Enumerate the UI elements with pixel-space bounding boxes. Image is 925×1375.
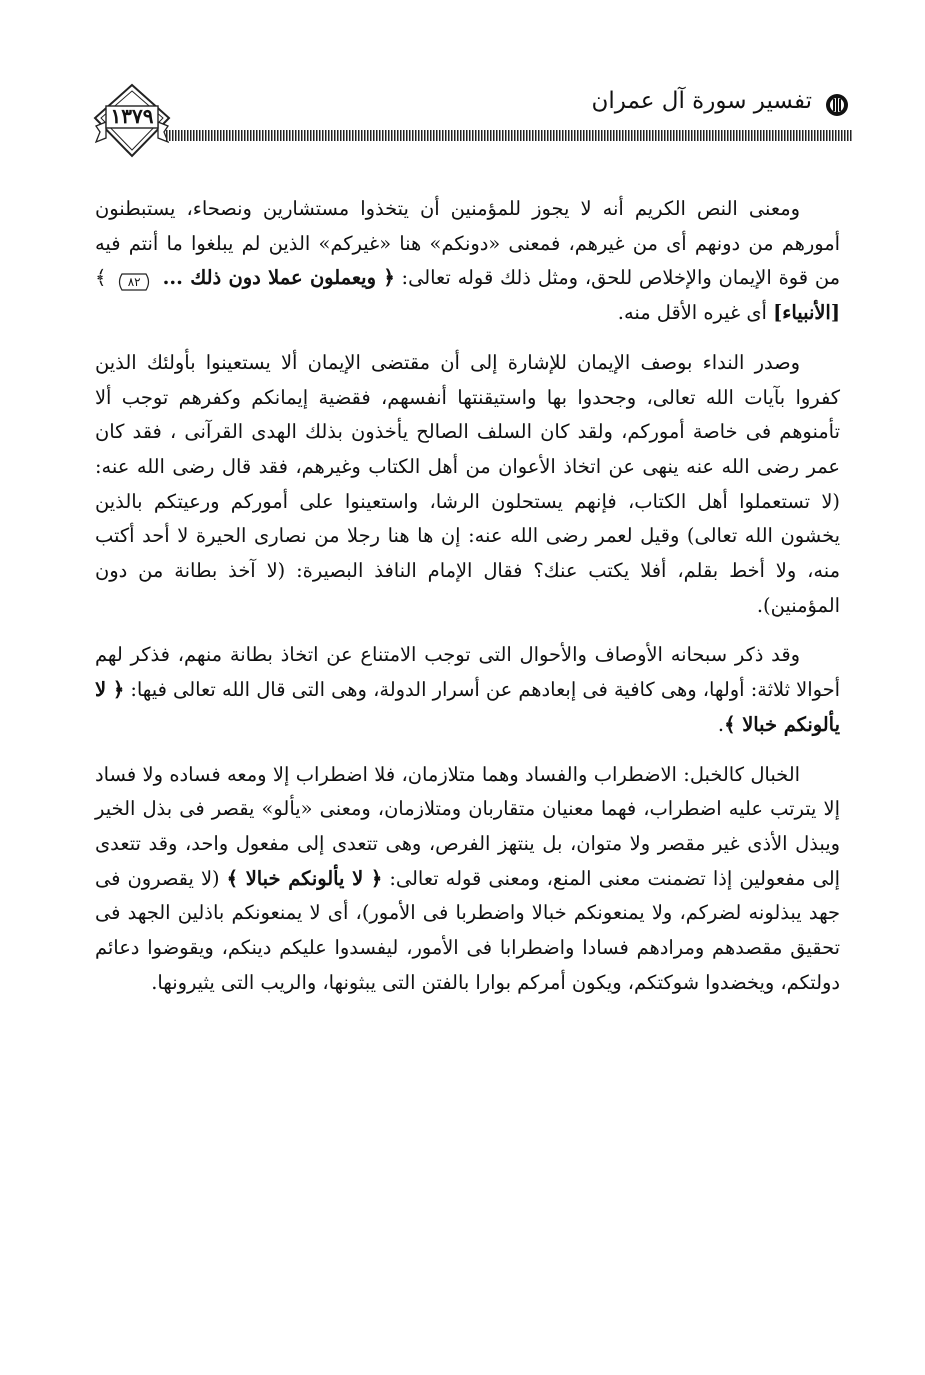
running-title: تفسير سورة آل عمران <box>591 88 812 114</box>
paragraph-1 <box>95 192 840 331</box>
ayah-number-marker <box>116 272 152 292</box>
text-segment: ومعنى النص الكريم أنه لا يجوز للمؤمنين أن يتخذوا مستشارين ونصحاء، يستبطنون أمورهم من دونهم أى من غيرهم، فمعنى «دونكم» هنا «غيركم» الذين لم يبلغوا ما أنتم فيه من قوة الإيمان والإخلاص للحق، ومثل ذلك قوله تعالى: <box>95 197 840 290</box>
page-header <box>80 74 860 166</box>
ayah-number: ٨٢ <box>127 275 141 290</box>
body-text <box>95 192 840 1000</box>
text-segment: وقد ذكر سبحانه الأوصاف والأحوال التى توجب الامتناع عن اتخاذ بطانة منهم، فذكر لهم أحوالا ثلاثة: أولها، وهى كافية فى إبعادهم عن أسرار الدولة، وهى التى قال الله تعالى فيها: <box>95 643 840 702</box>
text-segment: وصدر النداء بوصف الإيمان للإشارة إلى أن مقتضى الإيمان ألا يستعينوا بأولئك الذين كفروا بآيات الله تعالى، وجحدوا بها واستيقنتها أنفسهم، فقضية إيمانكم وكفرهم توجب ألا تأمنوهم فى خاصة أموركم، ولقد كان السلف الصالح يأخذون بذلك الهدى القرآنى ، فقد كان عمر رضى الله عنه ينهى عن اتخاذ الأعوان من أهل الكتاب وغيرهم، فقد قال رضى الله عنه: (لا تستعملوا أهل الكتاب، فإنهم يستحلون الرشا، واستعينوا على أموركم ورعيتكم بالذين يخشون الله تعالى) وقيل لعمر رضى الله عنه: إن ها هنا رجلا من نصارى الحيرة لا أحد أكتب منه، ولا أخط بقلم، أفلا يكتب عنك؟ فقال الإمام النافذ البصيرة: (لا آخذ بطانة من دون المؤمنين). <box>95 350 840 617</box>
page-number: ١٣٧٩ <box>110 104 154 128</box>
paragraph-3 <box>95 638 840 742</box>
quran-quote: ﴿ لا يألونكم خبالا ﴾ <box>226 866 383 890</box>
text-segment: الخبال كالخبل: الاضطراب والفساد وهما متلازمان، فلا اضطراب إلا ومعه فساده ولا فساد إلا يترتب عليه اضطراب، فهما معنيان متقاربان ومتلازمان، ومعنى «يألو» يقصر فى بذل الخير ويبذل الأذى غير مقصر ولا متوان، بل ينتهز الفرص، وهى تتعدى إلى مفعول واحد، وقد تتعدى إلى مفعولين إذا تضمنت معنى المنع، ومعنى قوله تعالى: <box>95 762 841 890</box>
quran-quote: [الأنبياء] <box>773 301 840 325</box>
ornament-icon <box>824 92 850 118</box>
text-segment: . <box>717 712 725 736</box>
paragraph-2 <box>95 346 840 624</box>
quran-quote: ﴿ لا يألونكم خبالا ﴾ <box>95 678 840 736</box>
header-rule <box>166 130 852 141</box>
text-segment: ﴾ <box>95 266 114 290</box>
quran-quote: ﴿ ويعملون عملا دون ذلك ... <box>155 266 395 290</box>
paragraph-4 <box>95 758 840 1001</box>
text-segment: أى غيره الأقل منه. <box>617 301 774 325</box>
text-segment: (لا يقصرون فى جهد يبذلونه لضركم، ولا يمنعونكم خبالا واضطربا فى الأمور)، أى لا يمنعونكم باذلين الجهد فى تحقيق مقصدهم ومرادهم فسادا واضطرابا فى الأمور، ليفسدوا عليكم دينكم، ويقوضوا دعائم دولتكم، ويخضدوا شوكتكم، ويكون أمركم بوارا بالفتن التى يبثونها، والريب التى يثيرونها. <box>95 866 840 994</box>
